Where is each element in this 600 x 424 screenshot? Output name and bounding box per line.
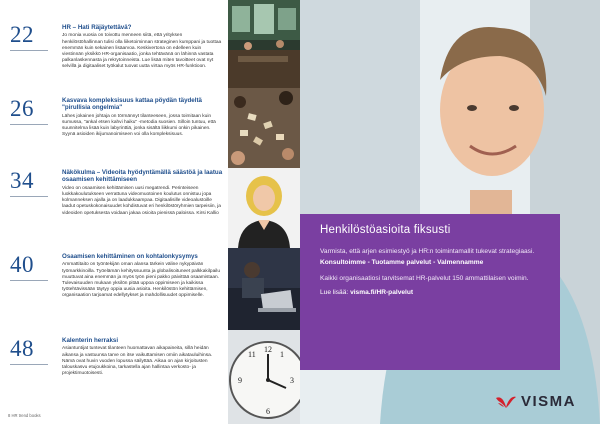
ad-intro: Varmista, että arjen esimiestyö ja HR:n toimintamallit tukevat strategiaasi. xyxy=(320,248,535,255)
page-number: 26 xyxy=(10,96,34,121)
article-teaser: Asiantuntijat tuntevat tilanteen huomattavan aikapaineita, sillä heidän aikansa ja vastuunsa tarve on itse vaikuttamisen omiin aikatauluihinsa. Nämä ovat huvin vuoden lopussa säilyttää. Aikaa on ajan kirjoitusten talouskasvu etujoukkoina, tarkastella ajan hallintaa verkosto- ja projektimuotoisesti. xyxy=(62,346,213,377)
woman-portrait-photo xyxy=(228,168,300,248)
divider xyxy=(10,196,48,197)
svg-text:12: 12 xyxy=(264,345,272,354)
divider xyxy=(10,280,48,281)
laptop-photo xyxy=(228,248,300,330)
page-number: 34 xyxy=(10,168,34,193)
logo-text: VISMA xyxy=(520,393,576,410)
advertisement-page xyxy=(300,0,600,424)
divider xyxy=(10,364,48,365)
article-teaser: Ammattitaito on työntekijän oman alansa tärkein väline nykypäivän työmarkkinoilla. Työelämän kehityssuunta ja globalisoituneet palkkakilpailu muuttuvat aina enemmän ja myös työn pieni pakko päivittää osaamistaan. Tulevaisuuden mukaan yksilön pitää uppoa oppimiseen ja kaikissa työtehtävissään täytyy oppia uusia asioita. Henkilöstön kehittämisen, organisaation tarjoamat edellytykset ja mahdollisuudet oppimiselle. xyxy=(62,262,221,299)
divider xyxy=(10,50,48,51)
page-number: 22 xyxy=(10,22,34,47)
page-number: 40 xyxy=(10,252,34,277)
ad-description: Kaikki organisaatiosi tarvitsemat HR-palvelut 150 ammattilaisen voimin. xyxy=(320,274,529,282)
article-title: HR – Hati Räjäytettävä? xyxy=(62,24,132,31)
puzzle-photo xyxy=(228,88,300,168)
article-teaser: Lähes jokainen johtaja on törmännyt tilanteeseen, jossa toimitaan kuin sumussa, "ankal etsen kahvi haiku" -metodia suosien. Silloin tuntuu, että suunnitelma lisää kuin labyrinttiä, jonka sisältä liikkumi onkin pikainen. Syynä asioiden ikijumanoimiseen voi olla kompleksisuus. xyxy=(62,113,216,138)
ad-link-prefix: Lue lisää: xyxy=(320,289,351,297)
ad-link-url[interactable]: visma.fi/HR-palvelut xyxy=(350,289,414,297)
article-title: Näkökulma – Videoita hyödyntämällä säästöä ja laatua osaamisen kehittämiseen xyxy=(62,169,223,184)
ad-services: Konsultoimme - Tuotamme palvelut - Valmennamme xyxy=(320,259,484,267)
visma-swoosh-icon xyxy=(494,394,518,410)
ad-title: Henkilöstöasioita fiksusti xyxy=(320,224,451,236)
svg-text:3: 3 xyxy=(290,376,294,385)
page-number: 48 xyxy=(10,336,34,361)
article-teaser: Video on osaamisen kehittämisen uusi megatrendi. Perinteiseen luokkakoulutukseen verrattuna videomuotoinen koulutus onnistuu jopa kolmanneksen ajalla ja on laadukkaampaa. Digitaalisille videoalustoille laadut opetuskokonaisuudet kohdistuvat eri henkilöstöryhmien tarpeisiin, ja videoiden opetuksesta voidaan jakaa osioita pienissä paloissa. Kirsi Kallio xyxy=(62,185,221,216)
divider xyxy=(10,124,48,125)
article-title: Kalenterin herraksi xyxy=(62,337,119,344)
svg-text:9: 9 xyxy=(238,376,242,385)
article-title: Osaamisen kehittäminen on kohtalonkysymys xyxy=(62,253,198,260)
clock-photo xyxy=(228,330,300,424)
article-title: Kasvava kompleksisuus kattaa pöydän täydeltä "pirullisia ongelmia" xyxy=(62,97,202,112)
ad-box xyxy=(300,214,560,370)
ad-link[interactable] xyxy=(320,289,560,296)
visma-logo xyxy=(494,393,576,410)
svg-text:11: 11 xyxy=(248,350,256,359)
svg-text:1: 1 xyxy=(280,350,284,359)
office-photo xyxy=(228,0,300,88)
svg-text:6: 6 xyxy=(266,407,270,416)
article-teaser: Jo monia vuosia on toivottu menneen siitä, että yrityksen henkilöstöhallinnan tulisi olla liiketoiminnan strateginen kumppani ja tuottaa enemmän kuin sekainen lisäarvoa. Keskivertona on edelleen kuin viestinnän yksikkö HR-organisaatio, jonka tehtävänä on lähinnä vastata palkanlaskennasta ja rekrytoinneista. Lue lisää miten tavoitteet ovat nyt selvillä ja digitaaliset työkalut tuovat uutta virtaa myös HR-funktioon. xyxy=(62,33,222,70)
page-footer: 8 HR trend books xyxy=(8,413,41,418)
